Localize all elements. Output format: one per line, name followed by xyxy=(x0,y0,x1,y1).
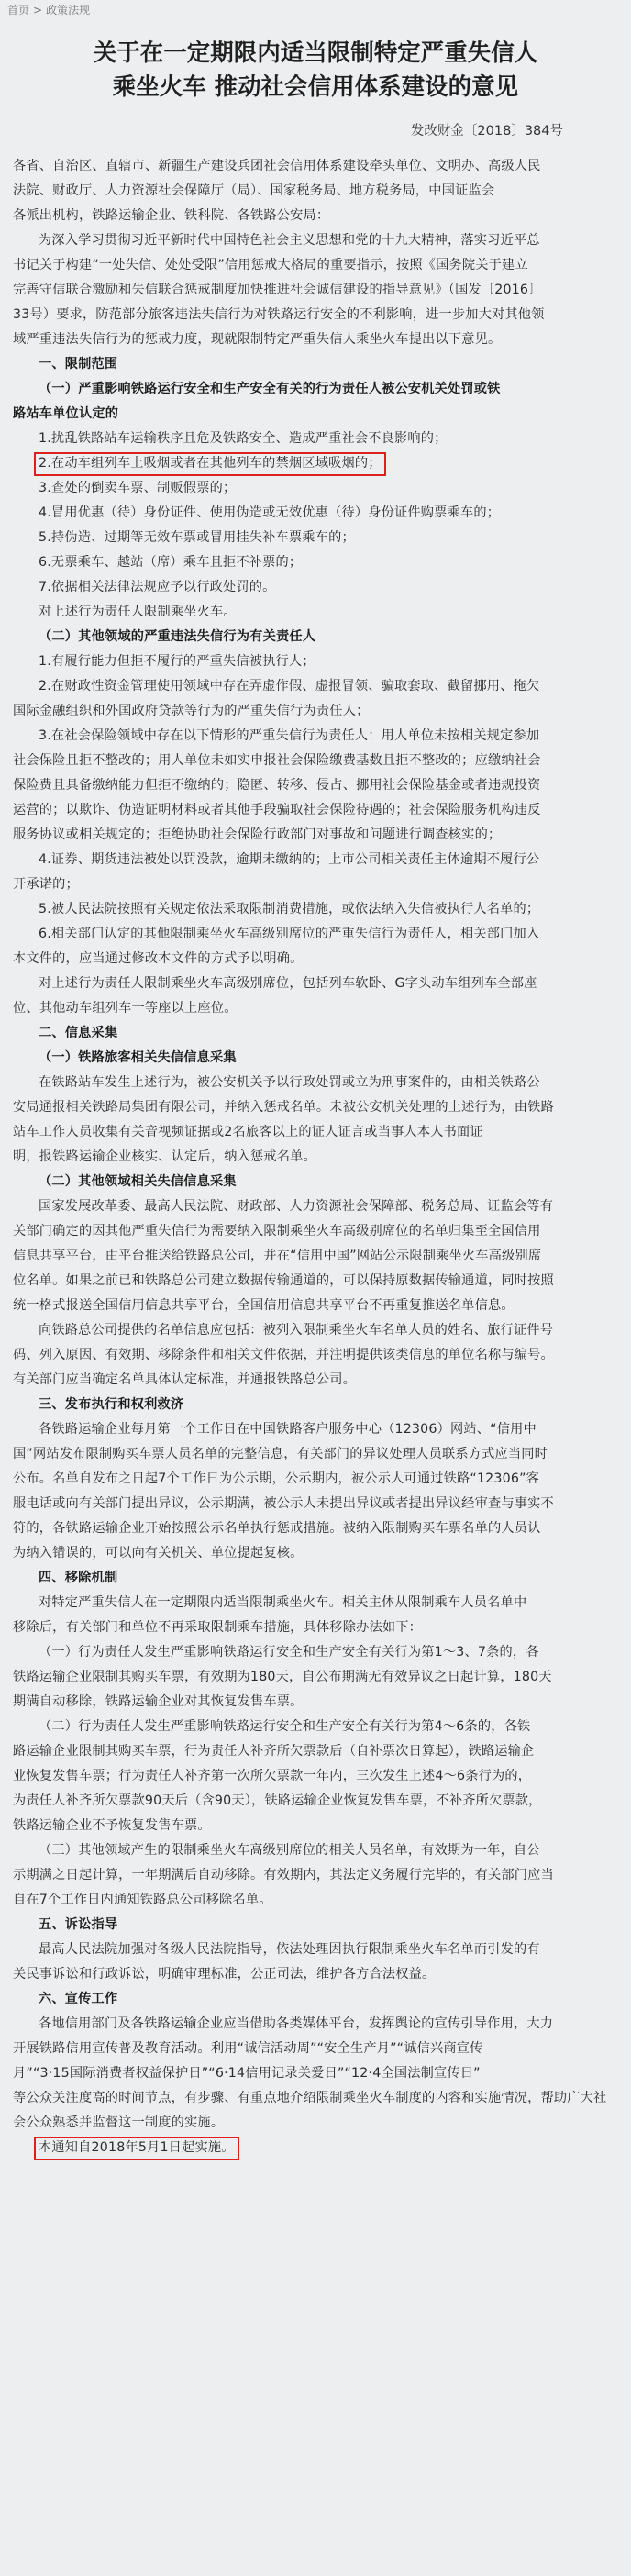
text-line xyxy=(13,1789,618,1814)
line-text: 期满自动移除，铁路运输企业对其恢复发售车票。 xyxy=(13,1694,304,1709)
line-text: （一）行为责任人发生严重影响铁路运行安全和生产安全有关行为第1～3、7条的，各 xyxy=(39,1645,539,1660)
line-text: 示期满之日起计算，一年期满后自动移除。有效期内，其法定义务履行完毕的，有关部门应当 xyxy=(13,1868,554,1882)
line-text: 路运输企业限制其购买车票，行为责任人补齐所欠票款后（自补票次日算起），铁路运输企 xyxy=(13,1744,535,1759)
line-text: 三、发布执行和权利救济 xyxy=(39,1397,184,1412)
line-text: 法院、财政厅、人力资源社会保障厅（局）、国家税务局、地方税务局，中国证监会 xyxy=(13,183,495,198)
line-text: 4.冒用优惠（待）身份证件、使用伪造或无效优惠（待）身份证件购票乘车的； xyxy=(39,505,501,520)
line-text: 保险费且具备缴纳能力但拒不缴纳的；隐匿、转移、侵占、挪用社会保险基金或者违规投资 xyxy=(13,778,541,793)
breadcrumb xyxy=(0,0,631,20)
text-line xyxy=(13,773,618,798)
text-line xyxy=(13,1690,618,1715)
line-text: 为深入学习贯彻习近平新时代中国特色社会主义思想和党的十九大精神，落实习近平总 xyxy=(39,233,540,248)
text-line xyxy=(13,872,618,897)
line-text: 关部门确定的因其他严重失信行为需要纳入限制乘坐火车高级别席位的名单归集至全国信用 xyxy=(13,1224,541,1238)
line-text: 运营的；以欺诈、伪造证明材料或者其他手段骗取社会保险待遇的；社会保险服务机构违反 xyxy=(13,803,541,817)
section-heading xyxy=(13,1170,618,1194)
line-text: 等公众关注度高的时间节点，有步骤、有重点地介绍限制乘坐火车制度的内容和实施情况，帮助广大社 xyxy=(13,2091,607,2105)
text-line xyxy=(13,550,618,575)
document-title xyxy=(13,37,618,105)
text-line xyxy=(13,1318,618,1343)
text-line xyxy=(13,972,618,996)
text-line xyxy=(13,699,618,724)
text-line xyxy=(13,1938,618,1962)
line-text: 域严重违法失信行为的惩戒力度，现就限制特定严重失信人乘坐火车提出以下意见。 xyxy=(13,332,502,347)
line-text: 3.在社会保险领域中存在以下情形的严重失信行为责任人：用人单位未按相关规定参加 xyxy=(39,728,540,743)
text-line xyxy=(13,427,618,451)
highlighted-text: 本通知自2018年5月1日起实施。 xyxy=(34,2137,239,2160)
text-line xyxy=(13,451,618,476)
text-line xyxy=(13,1492,618,1516)
line-text: 为责任人补齐所欠票款90天后（含90天），铁路运输企业恢复发售车票，不补齐所欠票款， xyxy=(13,1793,542,1808)
line-text: 各派出机构，铁路运输企业、铁科院、各铁路公安局： xyxy=(13,208,330,223)
section-heading xyxy=(13,352,618,377)
line-text: 安局通报相关铁路局集团有限公司，并纳入惩戒名单。未被公安机关处理的上述行为，由铁路 xyxy=(13,1100,554,1115)
section-heading xyxy=(13,1566,618,1591)
line-text: 33号）要求，防范部分旅客违法失信行为对铁路运行安全的不利影响，进一步加大对其他领 xyxy=(13,307,545,322)
line-text: 铁路运输企业不予恢复发售车票。 xyxy=(13,1818,211,1833)
document-text xyxy=(13,154,618,2160)
line-text: 各铁路运输企业每月第一个工作日在中国铁路客户服务中心（12306）网站、“信用中 xyxy=(39,1422,537,1437)
line-text: 1.有履行能力但拒不履行的严重失信被执行人； xyxy=(39,654,316,669)
text-line xyxy=(13,1665,618,1690)
line-text: 各省、自治区、直辖市、新疆生产建设兵团社会信用体系建设牵头单位、文明办、高级人民 xyxy=(13,159,541,173)
line-text: 国”网站发布限制购买车票人员名单的完整信息，有关部门的异议处理人员联系方式应当同时 xyxy=(13,1447,548,1461)
text-line xyxy=(13,724,618,749)
text-line xyxy=(13,1417,618,1442)
line-text: 移除后，有关部门和单位不再采取限制乘车措施，具体移除办法如下： xyxy=(13,1620,423,1635)
line-text: 码、列入原因、有效期、移除条件和相关文件依据，并注明提供该类信息的单位名称与编号。 xyxy=(13,1348,554,1362)
text-line xyxy=(13,1616,618,1640)
text-line xyxy=(13,1269,618,1294)
text-line xyxy=(13,1739,618,1764)
breadcrumb-current-link[interactable]: 政策法规 xyxy=(46,4,91,17)
line-text: 服务协议或相关规定的；拒绝协助社会保险行政部门对事故和问题进行调查核实的； xyxy=(13,827,502,842)
line-text: 路站车单位认定的 xyxy=(13,406,119,421)
text-line xyxy=(13,1343,618,1368)
line-text: 向铁路总公司提供的名单信息应包括：被列入限制乘坐火车名单人员的姓名、旅行证件号 xyxy=(39,1323,554,1338)
text-line xyxy=(13,253,618,278)
section-heading xyxy=(13,402,618,427)
line-text: （二）其他领域相关失信信息采集 xyxy=(39,1174,237,1189)
line-text: 6.无票乘车、越站（席）乘车且拒不补票的； xyxy=(39,555,303,570)
text-line xyxy=(13,1814,618,1838)
text-line xyxy=(13,1095,618,1120)
line-text: 站车工作人员收集有关音视频证据或2名旅客以上的证人证言或当事人本人书面证 xyxy=(13,1125,483,1139)
line-text: 符的，各铁路运输企业开始按照公示名单执行惩戒措施。被纳入限制购买车票名单的人员认 xyxy=(13,1521,541,1536)
line-text: 开展铁路信用宣传普及教育活动。利用“诚信活动周”“安全生产月”“诚信兴商宣传 xyxy=(13,2041,483,2056)
line-text: 信息共享平台，由平台推送给铁路总公司，并在“信用中国”网站公示限制乘坐火车高级别席 xyxy=(13,1249,542,1263)
text-line xyxy=(13,848,618,872)
line-text: 月”“3·15国际消费者权益保护日”“6·14信用记录关爱日”“12·4全国法制宣传日” xyxy=(13,2066,481,2081)
text-line xyxy=(13,1368,618,1393)
document-title-line-2: 乘坐火车 推动社会信用体系建设的意见 xyxy=(112,73,519,101)
text-line xyxy=(13,1863,618,1888)
text-line xyxy=(13,749,618,773)
breadcrumb-home-link[interactable]: 首页 xyxy=(7,4,30,17)
document-body xyxy=(0,20,631,2160)
line-text: 对特定严重失信人在一定期限内适当限制乘坐火车。相关主体从限制乘车人员名单中 xyxy=(39,1595,527,1610)
document-number: 发改财金〔2018〕384号 xyxy=(410,124,563,139)
text-line xyxy=(13,1888,618,1913)
text-line xyxy=(13,228,618,253)
line-text: 各地信用部门及各铁路运输企业应当借助各类媒体平台，发挥舆论的宣传引导作用，大力 xyxy=(39,2016,554,2031)
text-line xyxy=(13,1120,618,1145)
line-text: 四、移除机制 xyxy=(39,1571,118,1585)
line-text: 完善守信联合激励和失信联合惩戒制度加快推进社会诚信建设的指导意见》（国发〔2016〕 xyxy=(13,283,542,297)
line-text: （二）行为责任人发生严重影响铁路运行安全和生产安全有关行为第4～6条的，各铁 xyxy=(39,1719,531,1734)
text-line xyxy=(13,650,618,674)
line-text: 书记关于构建“一处失信、处处受限”信用惩戒大格局的重要指示，按照《国务院关于建立 xyxy=(13,258,528,272)
text-line xyxy=(13,328,618,352)
line-text: 2.在财政性资金管理使用领域中存在弄虚作假、虚报冒领、骗取套取、截留挪用、拖欠 xyxy=(39,679,540,694)
text-line xyxy=(13,2037,618,2061)
line-text: 最高人民法院加强对各级人民法院指导，依法处理因执行限制乘坐火车名单而引发的有 xyxy=(39,1942,540,1957)
line-text: 关民事诉讼和行政诉讼，明确审理标准，公正司法，维护各方合法权益。 xyxy=(13,1967,436,1982)
line-text: 二、信息采集 xyxy=(39,1026,118,1040)
text-line xyxy=(13,1962,618,1987)
line-text: 位名单。如果之前已和铁路总公司建立数据传输通道的，可以保持原数据传输通道，同时按照 xyxy=(13,1273,554,1288)
text-line xyxy=(13,2136,618,2160)
line-text: 在铁路站车发生上述行为，被公安机关予以行政处罚或立为刑事案件的，由相关铁路公 xyxy=(39,1075,540,1090)
line-text: 对上述行为责任人限制乘坐火车高级别席位，包括列车软卧、G字头动车组列车全部座 xyxy=(39,976,537,991)
line-text: 有关部门应当确定名单具体认定标准，并通报铁路总公司。 xyxy=(13,1372,357,1387)
line-text: 自在7个工作日内通知铁路总公司移除名单。 xyxy=(13,1893,272,1907)
section-heading xyxy=(13,1913,618,1938)
line-text: 3.查处的倒卖车票、制贩假票的； xyxy=(39,481,237,495)
line-text: 铁路运输企业限制其购买车票，有效期为180天，自公布期满无有效异议之日起计算，180天 xyxy=(13,1670,552,1684)
section-heading xyxy=(13,1021,618,1046)
text-line xyxy=(13,674,618,699)
section-heading xyxy=(13,377,618,402)
line-text: 统一格式报送全国信用信息共享平台，全国信用信息共享平台不再重复推送名单信息。 xyxy=(13,1298,515,1313)
line-text: 明，报铁路运输企业核实、认定后，纳入惩戒名单。 xyxy=(13,1149,316,1164)
line-text: 服电话或向有关部门提出异议，公示期满，被公示人未提出异议或者提出异议经审查与事实不 xyxy=(13,1496,554,1511)
text-line xyxy=(13,600,618,625)
text-line xyxy=(13,947,618,972)
text-line xyxy=(13,204,618,228)
text-line xyxy=(13,1294,618,1318)
text-line xyxy=(13,823,618,848)
text-line xyxy=(13,179,618,204)
text-line xyxy=(13,154,618,179)
line-text: 为纳入错误的，可以向有关机关、单位提起复核。 xyxy=(13,1546,304,1560)
line-text: 位、其他动车组列车一等座以上座位。 xyxy=(13,1001,238,1016)
line-text: 7.依据相关法律法规应予以行政处罚的。 xyxy=(39,580,276,594)
line-text: 公布。名单自发布之日起7个工作日为公示期，公示期内，被公示人可通过铁路“12306”客 xyxy=(13,1471,540,1486)
text-line xyxy=(13,1219,618,1244)
line-text: 六、宣传工作 xyxy=(39,1992,118,2006)
document-title-line-1: 关于在一定期限内适当限制特定严重失信人 xyxy=(93,39,538,67)
text-line xyxy=(13,476,618,501)
text-line xyxy=(13,1715,618,1739)
text-line xyxy=(13,798,618,823)
line-text: 开承诺的； xyxy=(13,877,79,892)
section-heading xyxy=(13,1987,618,2012)
line-text: （一）铁路旅客相关失信信息采集 xyxy=(39,1050,237,1065)
text-line xyxy=(13,501,618,526)
text-line xyxy=(13,278,618,303)
line-text: 对上述行为责任人限制乘坐火车。 xyxy=(39,605,237,619)
line-text: （三）其他领域产生的限制乘坐火车高级别席位的相关人员名单，有效期为一年，自公 xyxy=(39,1843,540,1858)
line-text: 4.证券、期货违法被处以罚没款，逾期未缴纳的；上市公司相关责任主体逾期不履行公 xyxy=(39,852,540,867)
text-line xyxy=(13,1442,618,1467)
line-text: 社会保险且拒不整改的；用人单位未如实申报社会保险缴费基数且拒不整改的；应缴纳社会 xyxy=(13,753,541,768)
text-line xyxy=(13,2012,618,2037)
text-line xyxy=(13,1194,618,1219)
line-text: 一、限制范围 xyxy=(39,357,118,372)
text-line xyxy=(13,2111,618,2136)
line-text: 5.被人民法院按照有关规定依法采取限制消费措施，或依法纳入失信被执行人名单的； xyxy=(39,902,540,916)
line-text: 6.相关部门认定的其他限制乘坐火车高级别席位的严重失信行为责任人，相关部门加入 xyxy=(39,927,540,941)
line-text: （一）严重影响铁路运行安全和生产安全有关的行为责任人被公安机关处罚或铁 xyxy=(39,382,501,396)
text-line xyxy=(13,1764,618,1789)
text-line xyxy=(13,526,618,550)
highlighted-text: 2.在动车组列车上吸烟或者在其他列车的禁烟区域吸烟的； xyxy=(34,452,386,476)
text-line xyxy=(13,2061,618,2086)
line-text: 业恢复发售车票；行为责任人补齐第一次所欠票款一年内，三次发生上述4～6条行为的， xyxy=(13,1769,532,1783)
line-text: 五、诉讼指导 xyxy=(39,1917,118,1932)
text-line xyxy=(13,1838,618,1863)
line-text: 1.扰乱铁路站车运输秩序且危及铁路安全、造成严重社会不良影响的； xyxy=(39,431,448,446)
text-line xyxy=(13,1145,618,1170)
text-line xyxy=(13,897,618,922)
line-text: 国际金融组织和外国政府贷款等行为的严重失信行为责任人； xyxy=(13,704,370,718)
line-text: 5.持伪造、过期等无效车票或冒用挂失补车票乘车的； xyxy=(39,530,355,545)
text-line xyxy=(13,922,618,947)
section-heading xyxy=(13,625,618,650)
text-line xyxy=(13,1591,618,1616)
text-line xyxy=(13,303,618,328)
text-line xyxy=(13,2086,618,2111)
section-heading xyxy=(13,1046,618,1071)
text-line xyxy=(13,1467,618,1492)
line-text: 本文件的，应当通过修改本文件的方式予以明确。 xyxy=(13,951,304,966)
section-heading xyxy=(13,1393,618,1417)
text-line xyxy=(13,1244,618,1269)
text-line xyxy=(13,575,618,600)
text-line xyxy=(13,1516,618,1541)
text-line xyxy=(13,1640,618,1665)
breadcrumb-separator: > xyxy=(33,4,43,17)
line-text: （二）其他领域的严重违法失信行为有关责任人 xyxy=(39,629,316,644)
text-line xyxy=(13,996,618,1021)
text-line xyxy=(13,1541,618,1566)
line-text: 国家发展改革委、最高人民法院、财政部、人力资源社会保障部、税务总局、证监会等有 xyxy=(39,1199,554,1214)
text-line xyxy=(13,1071,618,1095)
line-text: 会公众熟悉并监督这一制度的实施。 xyxy=(13,2115,225,2130)
